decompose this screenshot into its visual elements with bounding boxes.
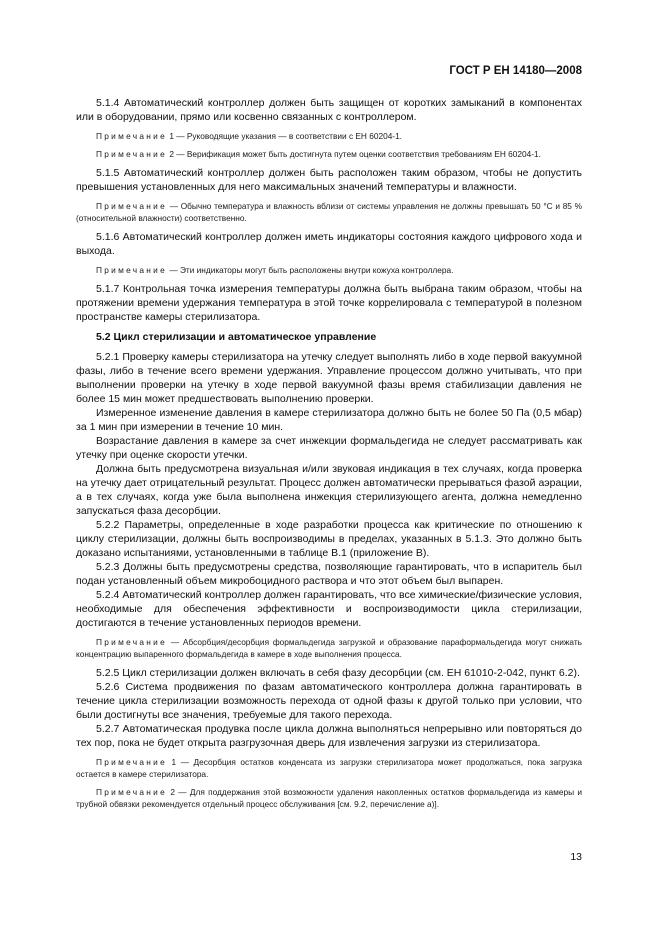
note-label: Примечание bbox=[96, 757, 168, 767]
document-body bbox=[76, 96, 582, 810]
note-5-1-4-1 bbox=[76, 130, 582, 142]
clause-5-1-5: 5.1.5 Автоматический контроллер должен быть расположен таким образом, чтобы не допустить превышения установленных для него максимальных значений температуры и влажности. bbox=[76, 167, 582, 193]
clause-5-2-1: 5.2.1 Проверку камеры стерилизатора на утечку следует выполнять либо в ходе первой вакуумной фазы, либо в течение всего времени удержания. Управление процессом должно учитывать, что при выполнении проверки на утечку в ходе первой вакуумной фазы время стабилизации давления не более 15 мин может предшествовать выполнению проверки. bbox=[76, 351, 582, 405]
note-5-2-7-2 bbox=[76, 786, 582, 810]
note-5-2-7-1 bbox=[76, 756, 582, 780]
note-5-2-4 bbox=[76, 636, 582, 660]
note-text: — Эти индикаторы могут быть расположены внутри кожуха контроллера. bbox=[167, 265, 454, 275]
section-heading-5-2: 5.2 Цикл стерилизации и автоматическое управление bbox=[96, 331, 377, 343]
clause-5-1-7: 5.1.7 Контрольная точка измерения температуры должна быть выбрана таким образом, чтобы на протяжении времени удержания температура в этой точке коррелировала с температурой в полезном пространстве камеры стерилизатора. bbox=[76, 283, 582, 323]
note-text: — Абсорбция/десорбция формальдегида загрузкой и образование параформальдегида могут снижать концентрацию выпаренного формальдегида в камере в ходе выполнения процесса. bbox=[76, 637, 582, 659]
note-text: 2 — Верификация может быть достигнута путем оценки соответствия требованиям ЕН 60204-1. bbox=[167, 149, 541, 159]
note-5-1-4-2 bbox=[76, 148, 582, 160]
note-text: 1 — Руководящие указания — в соответствии с ЕН 60204-1. bbox=[167, 131, 402, 141]
clause-5-2-4: 5.2.4 Автоматический контроллер должен гарантировать, что все химические/физические условия, необходимые для обеспечения эффективности и воспроизводимости цикла стерилизации, достигаются в течение установленных периодов времени. bbox=[76, 589, 582, 629]
clause-5-2-2: 5.2.2 Параметры, определенные в ходе разработки процесса как критические по отношению к циклу стерилизации, должны быть воспроизводимы в пределах, указанных в 5.1.3. Это должно быть доказано испытаниями, установленными в таблице В.1 (приложение В). bbox=[76, 519, 582, 559]
clause-5-2-1-injection: Возрастание давления в камере за счет инжекции формальдегида не следует рассматривать как утечку при оценке скорости утечки. bbox=[76, 435, 582, 461]
clause-5-2-5: 5.2.5 Цикл стерилизации должен включать в себя фазу десорбции (см. ЕН 61010-2-042, пункт 6.2). bbox=[96, 667, 580, 679]
note-text: 2 — Для поддержания этой возможности удаления накопленных остатков формальдегида из камеры и трубной обвязки рекомендуется отдельный процесс обслуживания [см. 9.2, перечисление а)]. bbox=[76, 787, 582, 809]
clause-5-2-7: 5.2.7 Автоматическая продувка после цикла должна выполняться непрерывно или повторяться до тех пор, пока не будет открыта разгрузочная дверь для извлечения загрузки из стерилизатора. bbox=[76, 723, 582, 749]
note-text: — Обычно температура и влажность вблизи от системы управления не должны превышать 50 °С и 85 % (относительной влажности) соответственно. bbox=[76, 201, 582, 223]
clause-5-1-4: 5.1.4 Автоматический контроллер должен быть защищен от коротких замыканий в компонентах или в оборудовании, прямо или косвенно связанных с контроллером. bbox=[76, 97, 582, 123]
clause-5-2-1-pressure: Измеренное изменение давления в камере стерилизатора должно быть не более 50 Па (0,5 мбар) за 1 мин при измерении в течение 10 мин. bbox=[76, 407, 582, 433]
page-number: 13 bbox=[570, 851, 582, 863]
note-label: Примечание bbox=[96, 265, 168, 275]
clause-5-2-1-indication: Должна быть предусмотрена визуальная и/или звуковая индикация в тех случаях, когда проверка на утечку дает отрицательный результат. Процесс должен автоматически прерываться фазой аэрации, а в тех случаях, когда уже была выполнена инжекция стерилизующего агента, должна немедленно запускаться фаза десорбции. bbox=[76, 463, 582, 517]
note-5-1-6 bbox=[76, 264, 582, 276]
note-label: Примечание bbox=[96, 149, 168, 159]
note-5-1-5 bbox=[76, 200, 582, 224]
standard-designation: ГОСТ Р ЕН 14180—2008 bbox=[449, 65, 582, 77]
note-label: Примечание bbox=[96, 131, 168, 141]
note-label: Примечание bbox=[96, 201, 168, 211]
note-text: 1 — Десорбция остатков конденсата из загрузки стерилизатора может продолжаться, пока загрузка остается в камере стерилизатора. bbox=[76, 757, 582, 779]
note-label: Примечание bbox=[96, 787, 168, 797]
clause-5-2-6: 5.2.6 Система продвижения по фазам автоматического контроллера должна гарантировать в течение цикла стерилизации возможность перехода от одной фазы к другой только при условии, что были достигнуты все значения, требуемые для такого перехода. bbox=[76, 681, 582, 721]
clause-5-2-3: 5.2.3 Должны быть предусмотрены средства, позволяющие гарантировать, что в испаритель был подан установленный объем микробоцидного раствора и что этот объем был выпарен. bbox=[76, 561, 582, 587]
clause-5-1-6: 5.1.6 Автоматический контроллер должен иметь индикаторы состояния каждого цифрового хода и выхода. bbox=[76, 231, 582, 257]
note-label: Примечание bbox=[96, 637, 168, 647]
